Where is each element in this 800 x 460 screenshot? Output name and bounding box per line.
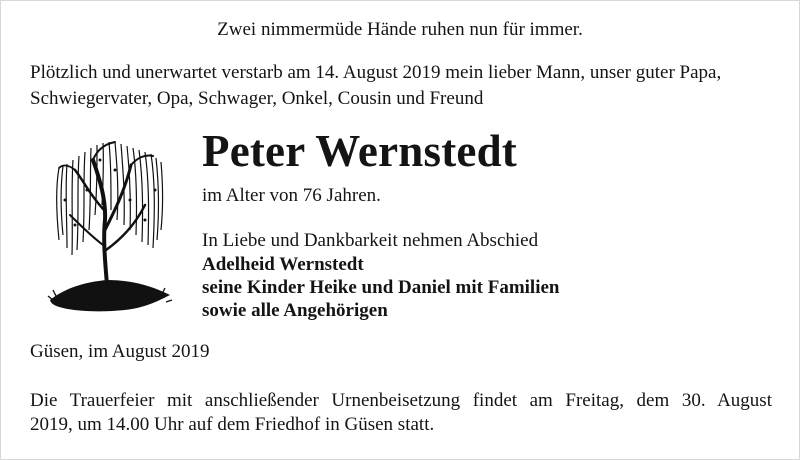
funeral-info-line-2: 2019, um 14.00 Uhr auf dem Friedhof in Güsen statt. bbox=[30, 414, 435, 435]
weeping-willow-tree-icon bbox=[45, 130, 175, 315]
funeral-info-line-1: Die Trauerfeier mit anschließender Urnenbeisetzung findet am Freitag, dem 30. August bbox=[30, 390, 772, 411]
motto: Zwei nimmermüde Hände ruhen nun für immer. bbox=[217, 19, 583, 40]
intro-line-2: Schwiegervater, Opa, Schwager, Onkel, Cousin und Freund bbox=[30, 88, 484, 109]
mourner-wife: Adelheid Wernstedt bbox=[202, 254, 364, 275]
mourners-intro: In Liebe und Dankbarkeit nehmen Abschied bbox=[202, 230, 539, 251]
intro-line-1: Plötzlich und unerwartet verstarb am 14. August 2019 mein lieber Mann, unser guter Papa, bbox=[30, 62, 722, 83]
age-line: im Alter von 76 Jahren. bbox=[202, 185, 381, 206]
deceased-name: Peter Wernstedt bbox=[202, 126, 517, 176]
place-date: Güsen, im August 2019 bbox=[30, 341, 210, 362]
mourner-children: seine Kinder Heike und Daniel mit Familien bbox=[202, 277, 560, 298]
mourner-relatives: sowie alle Angehörigen bbox=[202, 300, 388, 321]
